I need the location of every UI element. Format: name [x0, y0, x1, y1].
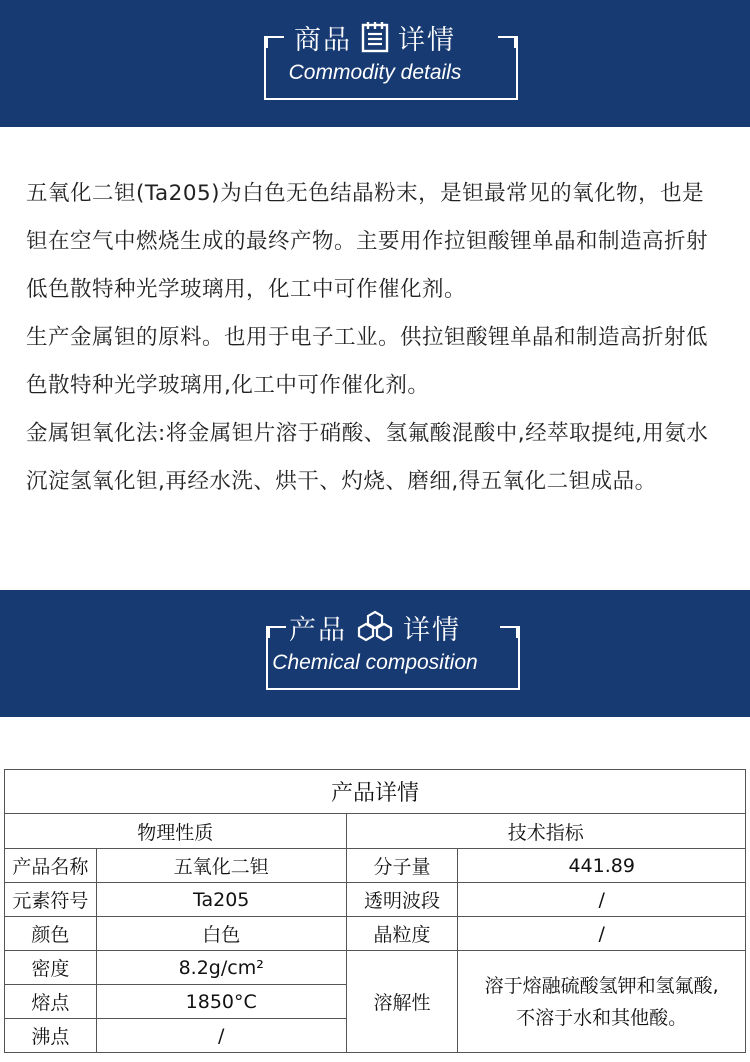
property-value: 8.2g/cm²	[96, 951, 346, 985]
spec-label: 透明波段	[346, 883, 458, 917]
table-row	[5, 951, 746, 985]
solubility-label: 溶解性	[346, 951, 458, 1053]
commodity-details-banner	[0, 0, 750, 127]
banner-title	[0, 18, 750, 60]
property-label: 密度	[5, 951, 97, 985]
solubility-line: 溶于熔融硫酸氢钾和氢氟酸,	[484, 974, 719, 997]
property-value: Ta205	[96, 883, 346, 917]
property-label: 颜色	[5, 917, 97, 951]
banner-title	[0, 608, 750, 650]
banner-subtitle: Chemical composition	[272, 651, 478, 674]
table-row	[5, 917, 746, 951]
property-label: 沸点	[5, 1019, 97, 1053]
description-paragraph: 五氧化二钽(Ta205)为白色无色结晶粉末，是钽最常见的氧化物，也是钽在空气中燃烧生成的最终产物。主要用作拉钽酸锂单晶和制造高折射低色散特种光学玻璃用，化工中可作催化剂。	[26, 181, 709, 302]
property-value: 五氧化二钽	[96, 849, 346, 883]
description-paragraph: 生产金属钽的原料。也用于电子工业。供拉钽酸锂单晶和制造高折射低色散特种光学玻璃用,化工中可作催化剂。	[26, 325, 709, 398]
spec-value: 441.89	[458, 849, 746, 883]
product-details-table	[4, 769, 746, 1053]
solubility-line: 不溶于水和其他酸。	[516, 1006, 688, 1029]
table-row	[5, 883, 746, 917]
spec-value: /	[458, 883, 746, 917]
technical-specs-header: 技术指标	[346, 814, 745, 849]
banner-subtitle: Commodity details	[288, 61, 462, 84]
table-row	[5, 849, 746, 883]
banner-title-right: 详情	[403, 615, 461, 646]
property-label: 熔点	[5, 985, 97, 1019]
physical-properties-header: 物理性质	[5, 814, 347, 849]
solubility-value	[458, 951, 746, 1053]
spec-label: 晶粒度	[346, 917, 458, 951]
property-label: 产品名称	[5, 849, 97, 883]
property-value: /	[96, 1019, 346, 1053]
notepad-icon	[360, 21, 390, 60]
table-title: 产品详情	[5, 770, 746, 814]
chemical-composition-banner	[0, 590, 750, 717]
spec-label: 分子量	[346, 849, 458, 883]
description-paragraph: 金属钽氧化法:将金属钽片溶于硝酸、氢氟酸混酸中,经萃取提纯,用氨水沉淀氢氧化钽,再经水洗、烘干、灼烧、磨细,得五氧化二钽成品。	[26, 421, 709, 494]
spec-value: /	[458, 917, 746, 951]
property-value: 白色	[96, 917, 346, 951]
molecule-icon	[355, 609, 395, 650]
property-value: 1850°C	[96, 985, 346, 1019]
banner-title-right: 详情	[398, 25, 456, 56]
property-label: 元素符号	[5, 883, 97, 917]
product-description	[26, 170, 726, 506]
banner-title-left: 商品	[294, 25, 352, 56]
banner-title-left: 产品	[289, 615, 347, 646]
